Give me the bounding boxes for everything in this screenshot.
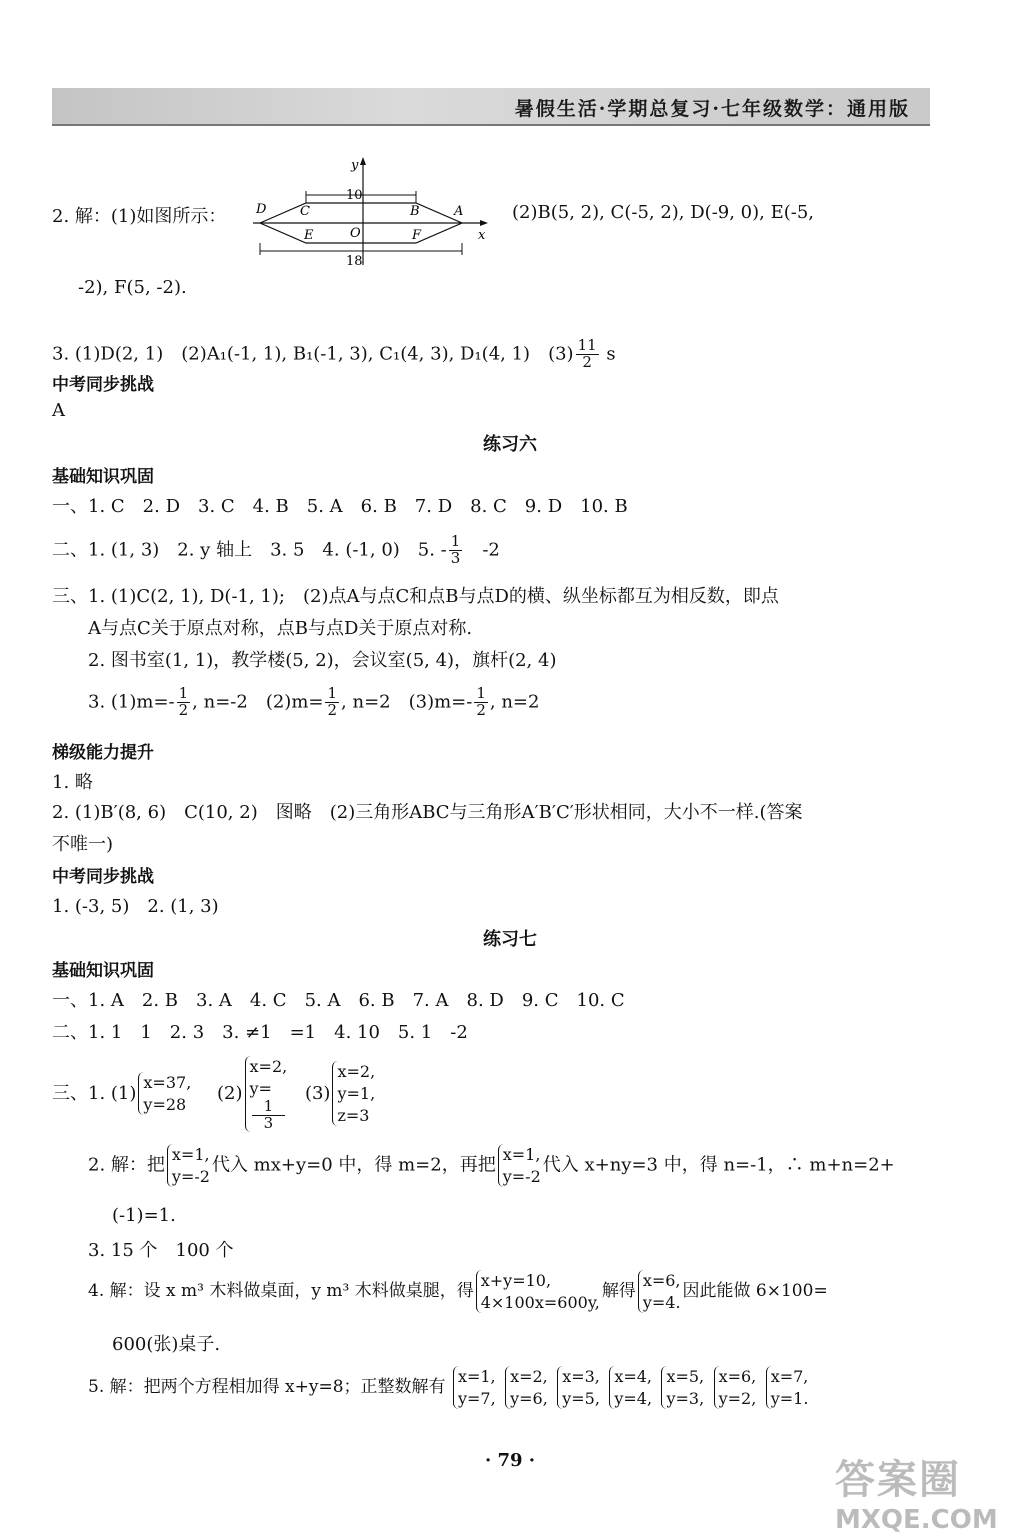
coordinate-figure xyxy=(248,155,498,270)
s6-section2 xyxy=(52,534,500,567)
sys-row: x=7, xyxy=(770,1367,809,1386)
sys-row: y=5, xyxy=(562,1388,600,1408)
s7-section2: 二、1. 1 1 2. 3 3. ≠1 =1 4. 10 5. 1 -2 xyxy=(52,1022,468,1043)
sys-row: x=4, xyxy=(614,1367,653,1386)
s6-section1: 一、1. C 2. D 3. C 4. B 5. A 6. B 7. D 8. C 9. D 10. B xyxy=(52,496,628,517)
s6-section3-b: A与点C关于原点对称，点B与点D关于原点对称. xyxy=(88,618,473,639)
tj6-item2-b: 不唯一) xyxy=(52,834,114,855)
half-fraction-1 xyxy=(177,686,191,719)
s7-q2-d: (-1)=1. xyxy=(112,1205,176,1226)
solution-7 xyxy=(766,1366,809,1409)
sys-row: y=3, xyxy=(666,1388,705,1408)
s7-3a-label: 三、1. (1) xyxy=(52,1082,137,1104)
s6-section3-c: 2. 图书室(1, 1)，教学楼(5, 2)，会议室(5, 4)，旗杆(2, 4) xyxy=(88,650,557,671)
s7-q4-a: 4. 解：设 x m³ 木料做桌面，y m³ 木料做桌腿，得 xyxy=(88,1281,474,1302)
sys-row: x=1, xyxy=(502,1145,541,1164)
sys-row: x+y=10, xyxy=(480,1271,552,1290)
s6-3d-p4: , n=2 xyxy=(489,691,540,713)
frac-den: 2 xyxy=(476,700,486,719)
point-D: D xyxy=(256,202,267,217)
system-1 xyxy=(138,1072,191,1115)
s7-q4-d: 600(张)桌子. xyxy=(112,1334,221,1355)
q3-frac-den: 2 xyxy=(582,352,592,371)
y-axis-label: y xyxy=(351,158,359,173)
frac-num: 1 xyxy=(178,684,189,702)
system-q4-2 xyxy=(638,1270,681,1313)
sys-row: y=7, xyxy=(457,1388,496,1408)
ex7-title: 练习七 xyxy=(483,929,537,950)
sys-row: y=4, xyxy=(614,1388,653,1408)
tj6-heading: 梯级能力提升 xyxy=(52,743,154,763)
watermark-line1: 答案圈 xyxy=(835,1457,961,1503)
system-3 xyxy=(332,1061,375,1126)
q2-line-a: 2. 解：(1)如图所示： xyxy=(52,206,227,227)
sys-row: x=1, xyxy=(457,1367,496,1386)
sys-row: y=4. xyxy=(642,1292,681,1312)
sys-row: x=2, xyxy=(249,1057,288,1076)
frac-den: 2 xyxy=(178,700,189,719)
zk1-heading: 中考同步挑战 xyxy=(52,375,154,395)
half-fraction-2 xyxy=(325,686,339,719)
system-q4-1 xyxy=(476,1270,600,1313)
sys-row: y=1, xyxy=(337,1084,376,1104)
s7-q5 xyxy=(88,1366,810,1409)
sys-row: y=28 xyxy=(143,1094,187,1114)
jc7-heading: 基础知识巩固 xyxy=(52,961,154,981)
point-C: C xyxy=(300,204,310,219)
sys-row: y=1. xyxy=(770,1388,809,1408)
sys-row: 4×100x=600y, xyxy=(480,1292,600,1312)
zk6-heading: 中考同步挑战 xyxy=(52,867,154,887)
solution-2 xyxy=(505,1366,548,1409)
sys-row: y=2, xyxy=(718,1388,757,1408)
s6-2-den: 3 xyxy=(450,548,461,567)
s7-q4-c: 因此能做 6×100= xyxy=(682,1281,828,1302)
q2-line-b: (2)B(5, 2), C(-5, 2), D(-9, 0), E(-5, xyxy=(512,202,815,223)
frac-num: 1 xyxy=(476,684,486,702)
q3-unit: s xyxy=(606,343,616,365)
frac-den: 2 xyxy=(327,700,338,719)
tj6-item2-a: 2. (1)B′(8, 6) C(10, 2) 图略 (2)三角形ABC与三角形A′B′C′形状相同，大小不一样.(答案 xyxy=(52,802,803,823)
page-number: · 79 · xyxy=(484,1450,536,1471)
sys-y-label: y= xyxy=(249,1078,272,1098)
s7-section1: 一、1. A 2. B 3. A 4. C 5. A 6. B 7. A 8. D 9. C 10. C xyxy=(52,990,625,1011)
sys-row: x=1, xyxy=(171,1145,210,1164)
s7-q3: 3. 15 个 100 个 xyxy=(88,1240,234,1261)
sys-row: x=3, xyxy=(562,1367,600,1386)
sys-row: x=37, xyxy=(143,1073,192,1093)
system-2 xyxy=(245,1056,288,1132)
solution-3 xyxy=(557,1366,600,1409)
zk6-answer: 1. (-3, 5) 2. (1, 3) xyxy=(52,896,219,917)
sys-row: x=6, xyxy=(718,1367,757,1386)
frac-num: 1 xyxy=(252,1099,286,1116)
s6-2-num: 1 xyxy=(450,532,461,550)
sys-row: y=6, xyxy=(510,1388,548,1408)
s7-section3-1 xyxy=(52,1056,377,1132)
s6-2-tail: -2 xyxy=(464,539,500,561)
sys-row xyxy=(250,1078,288,1132)
tj6-item1: 1. 略 xyxy=(52,772,93,793)
sys-row: z=3 xyxy=(337,1105,370,1125)
s6-section3-d xyxy=(88,686,539,719)
sys-row: x=2, xyxy=(337,1062,376,1082)
s7-q2-a: 2. 解：把 xyxy=(88,1154,165,1176)
s6-3d-p3: , n=2 (3)m=- xyxy=(341,691,473,713)
solution-5 xyxy=(661,1366,704,1409)
s6-section3-a: 三、1. (1)C(2, 1), D(-1, 1); (2)点A与点C和点B与点D的横、纵坐标都互为相反数，即点 xyxy=(52,586,779,607)
sys-row: y=-2 xyxy=(171,1166,210,1186)
solution-6 xyxy=(714,1366,757,1409)
jc6-heading: 基础知识巩固 xyxy=(52,467,154,487)
header-title: 暑假生活·学期总复习·七年级数学：通用版 xyxy=(514,98,910,120)
sys-row: x=2, xyxy=(510,1367,548,1386)
point-A: A xyxy=(454,204,464,219)
half-fraction-3 xyxy=(474,686,488,719)
sys-row: x=6, xyxy=(642,1271,681,1290)
s6-2-text: 二、1. (1, 3) 2. y 轴上 3. 5 4. (-1, 0) 5. - xyxy=(52,539,447,561)
s7-3b-label: (2) xyxy=(217,1082,243,1104)
x-axis-label: x xyxy=(478,228,486,243)
s7-q2 xyxy=(88,1144,895,1187)
s7-q2-c: 代入 x+ny=3 中，得 n=-1，∴ m+n=2+ xyxy=(542,1154,895,1176)
ex6-title: 练习六 xyxy=(483,434,537,455)
header-banner xyxy=(52,88,930,126)
s7-q2-b: 代入 mx+y=0 中，得 m=2，再把 xyxy=(211,1154,496,1176)
solution-1 xyxy=(453,1366,496,1409)
s6-3d-p2: , n=-2 (2)m= xyxy=(192,691,324,713)
solution-4 xyxy=(609,1366,652,1409)
q3-fraction xyxy=(576,338,599,371)
point-F: F xyxy=(412,228,422,243)
s7-q4-b: 解得 xyxy=(601,1281,636,1302)
zk1-answer: A xyxy=(52,400,65,421)
q3-line xyxy=(52,338,616,371)
s7-q5-text: 5. 解：把两个方程相加得 x+y=8；正整数解有 xyxy=(88,1377,446,1398)
frac-den: 3 xyxy=(263,1113,274,1132)
s7-3c-label: (3) xyxy=(304,1082,331,1104)
s7-q4 xyxy=(88,1270,828,1313)
bottom-length-label: 18 xyxy=(346,254,363,269)
watermark-line2: MXQE.COM xyxy=(835,1505,998,1535)
point-O: O xyxy=(350,226,361,241)
system-q2-2 xyxy=(498,1144,541,1187)
s6-2-fraction xyxy=(449,534,463,567)
system-q2-1 xyxy=(167,1144,210,1187)
third-fraction xyxy=(252,1099,286,1132)
watermark xyxy=(835,1448,1015,1535)
q3-frac-num: 11 xyxy=(577,336,597,354)
point-E: E xyxy=(304,228,314,243)
sys-row: x=5, xyxy=(666,1367,705,1386)
q2-line-c: -2), F(5, -2). xyxy=(78,277,187,298)
top-length-label: 10 xyxy=(346,188,363,203)
point-B: B xyxy=(410,204,420,219)
frac-num: 1 xyxy=(327,684,338,702)
q3-text: 3. (1)D(2, 1) (2)A₁(-1, 1), B₁(-1, 3), C₁(4, 3), D₁(4, 1) (3) xyxy=(52,343,574,365)
s6-3d-p1: 3. (1)m=- xyxy=(88,691,175,713)
sys-row: y=-2 xyxy=(502,1166,541,1186)
